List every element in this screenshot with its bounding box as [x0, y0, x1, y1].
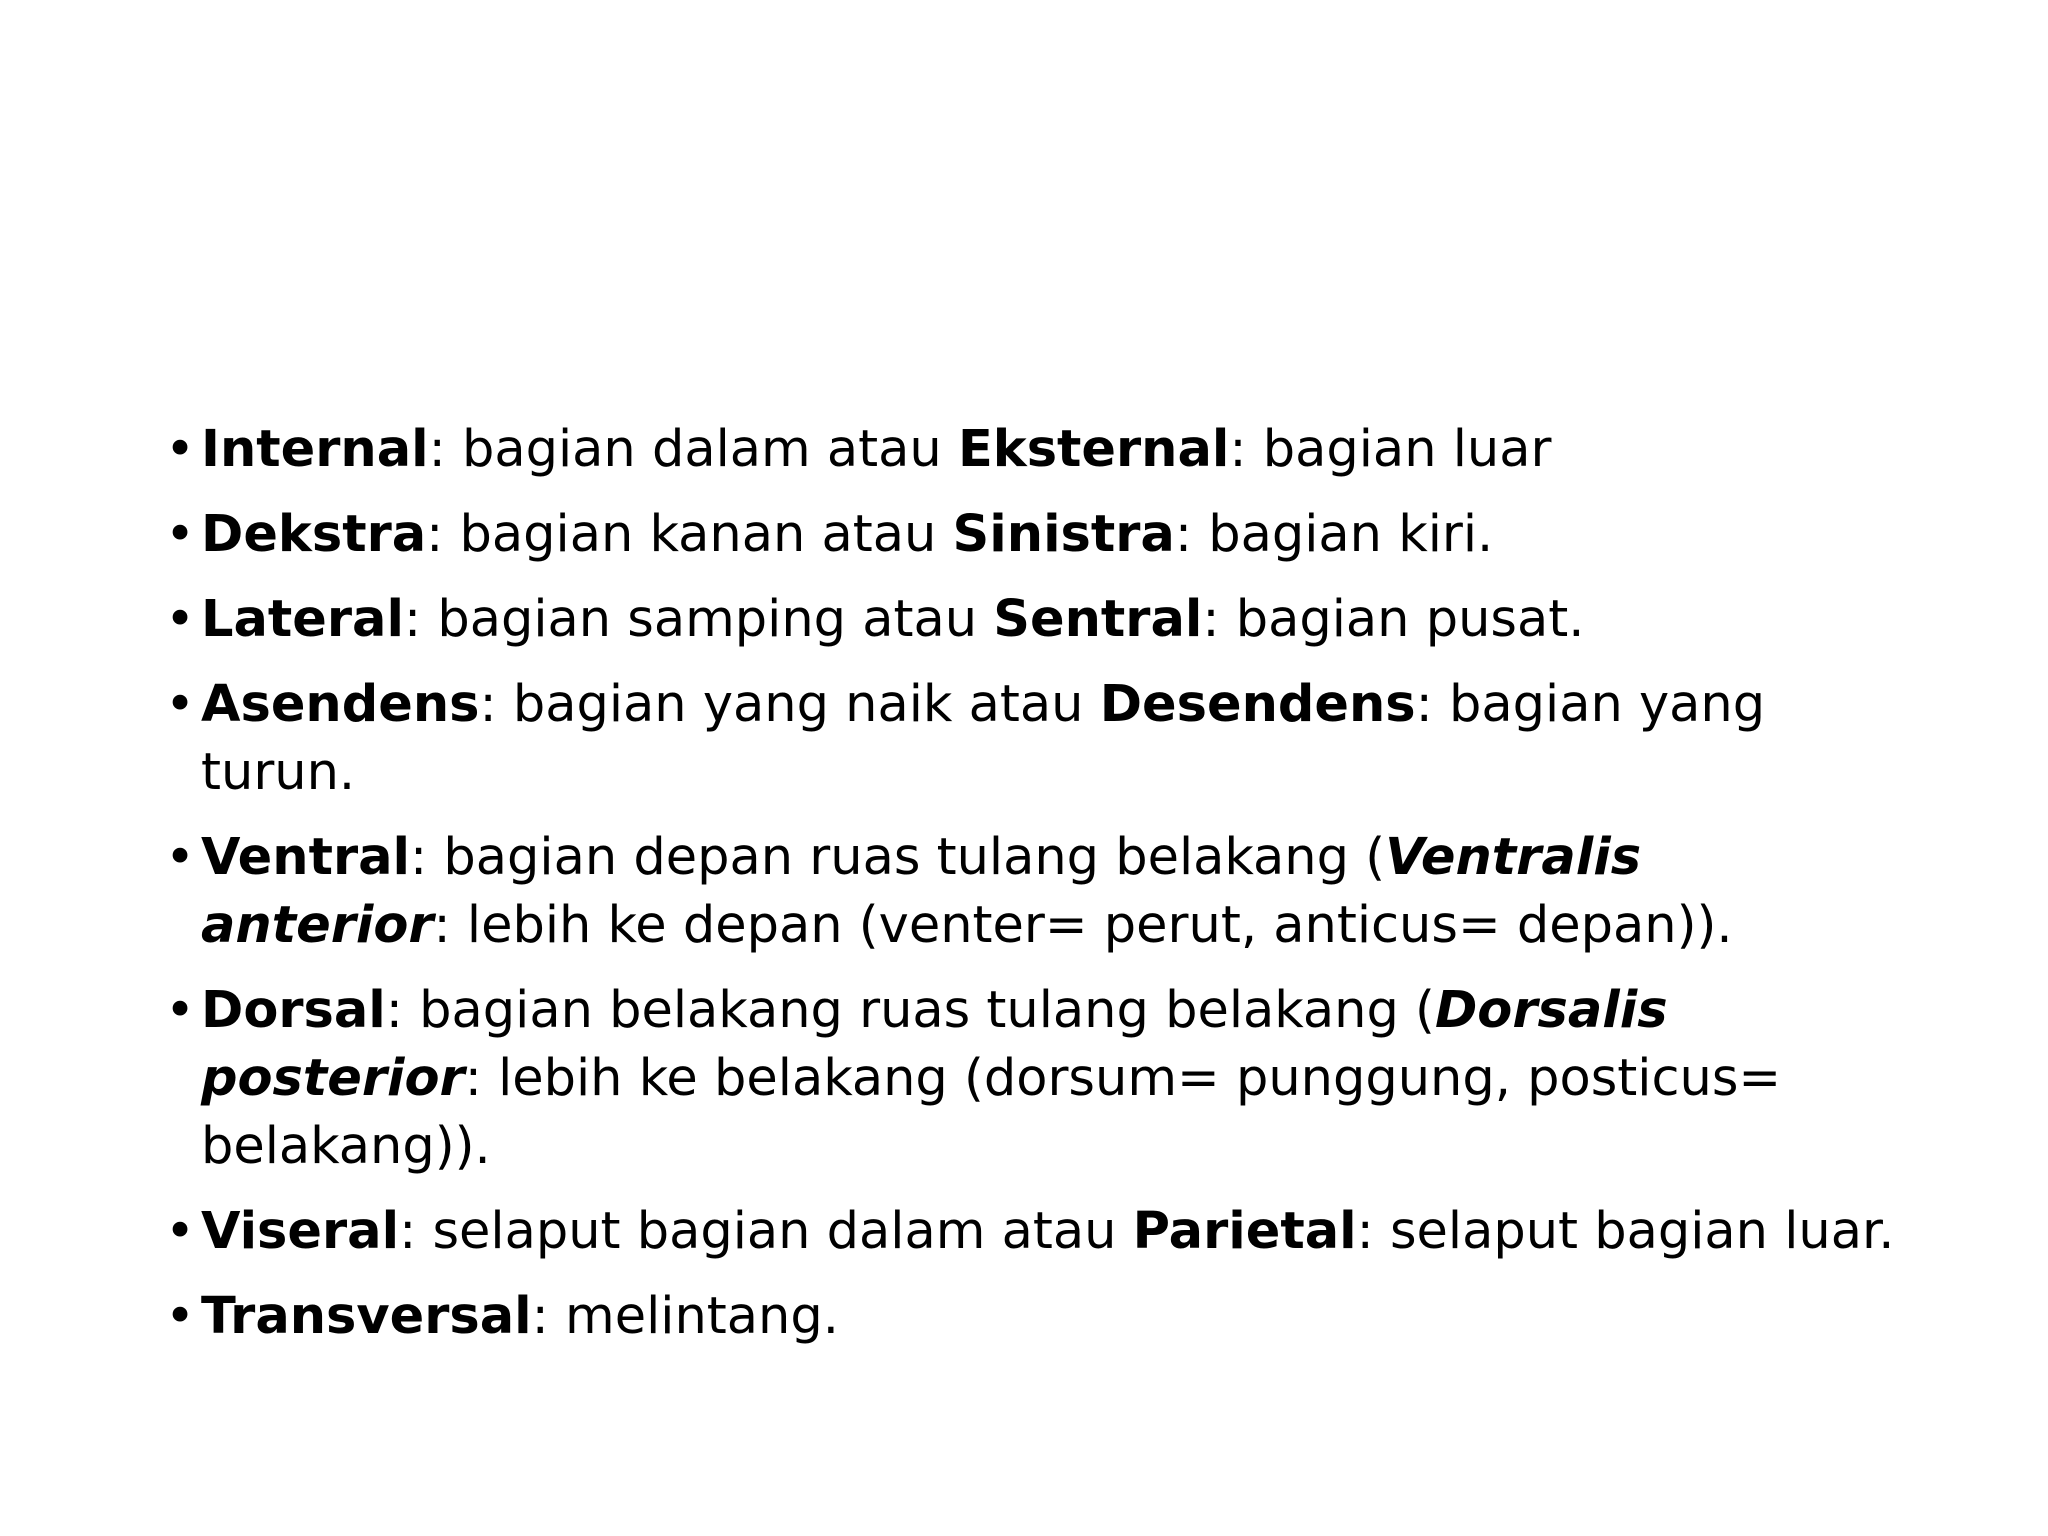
term-eksternal: Eksternal — [957, 420, 1230, 479]
definition-text: : bagian kanan atau — [426, 505, 953, 564]
bullet-list — [165, 416, 1905, 1368]
term-asendens: Asendens — [201, 675, 480, 734]
definition-text: : lebih ke depan (venter= perut, anticus= depan)). — [433, 896, 1733, 955]
term-ventralis-anterior: Ventralis anterior — [201, 828, 1642, 955]
bullet-icon: • — [165, 1202, 196, 1261]
definition-text: : bagian pusat. — [1202, 590, 1585, 649]
bullet-icon: • — [165, 505, 196, 564]
list-item — [165, 501, 1905, 569]
definition-text: : lebih ke belakang (dorsum= punggung, posticus= belakang)). — [201, 1049, 1782, 1176]
term-lateral: Lateral — [201, 590, 404, 649]
definition-text: : selaput bagian luar. — [1356, 1202, 1895, 1261]
list-item — [165, 416, 1905, 484]
term-dorsal: Dorsal — [201, 981, 386, 1040]
bullet-icon: • — [165, 590, 196, 649]
list-item — [165, 586, 1905, 654]
list-item — [165, 1198, 1905, 1266]
term-sinistra: Sinistra — [952, 505, 1175, 564]
definition-text: : bagian luar — [1229, 420, 1552, 479]
term-viseral: Viseral — [201, 1202, 400, 1261]
definition-text: : selaput bagian dalam atau — [399, 1202, 1133, 1261]
definition-text: : bagian yang naik atau — [479, 675, 1100, 734]
list-item — [165, 671, 1905, 807]
list-item — [165, 1283, 1905, 1351]
definition-text: : bagian yang turun. — [201, 675, 1766, 802]
term-dekstra: Dekstra — [201, 505, 427, 564]
bullet-icon: • — [165, 828, 196, 887]
term-ventral: Ventral — [201, 828, 411, 887]
term-sentral: Sentral — [993, 590, 1203, 649]
bullet-icon: • — [165, 420, 196, 479]
list-item — [165, 977, 1905, 1181]
definition-text: : melintang. — [531, 1287, 839, 1346]
term-parietal: Parietal — [1132, 1202, 1357, 1261]
term-desendens: Desendens — [1099, 675, 1416, 734]
definition-text: : bagian depan ruas tulang belakang ( — [410, 828, 1386, 887]
list-item — [165, 824, 1905, 960]
bullet-icon: • — [165, 675, 196, 734]
term-internal: Internal — [201, 420, 429, 479]
bullet-icon: • — [165, 1287, 196, 1346]
term-transversal: Transversal — [201, 1287, 532, 1346]
definition-text: : bagian belakang ruas tulang belakang ( — [385, 981, 1435, 1040]
definition-text: : bagian dalam atau — [428, 420, 958, 479]
term-dorsalis-posterior: Dorsalis posterior — [201, 981, 1668, 1108]
definition-text: : bagian samping atau — [403, 590, 994, 649]
definition-text: : bagian kiri. — [1174, 505, 1494, 564]
bullet-icon: • — [165, 981, 196, 1040]
